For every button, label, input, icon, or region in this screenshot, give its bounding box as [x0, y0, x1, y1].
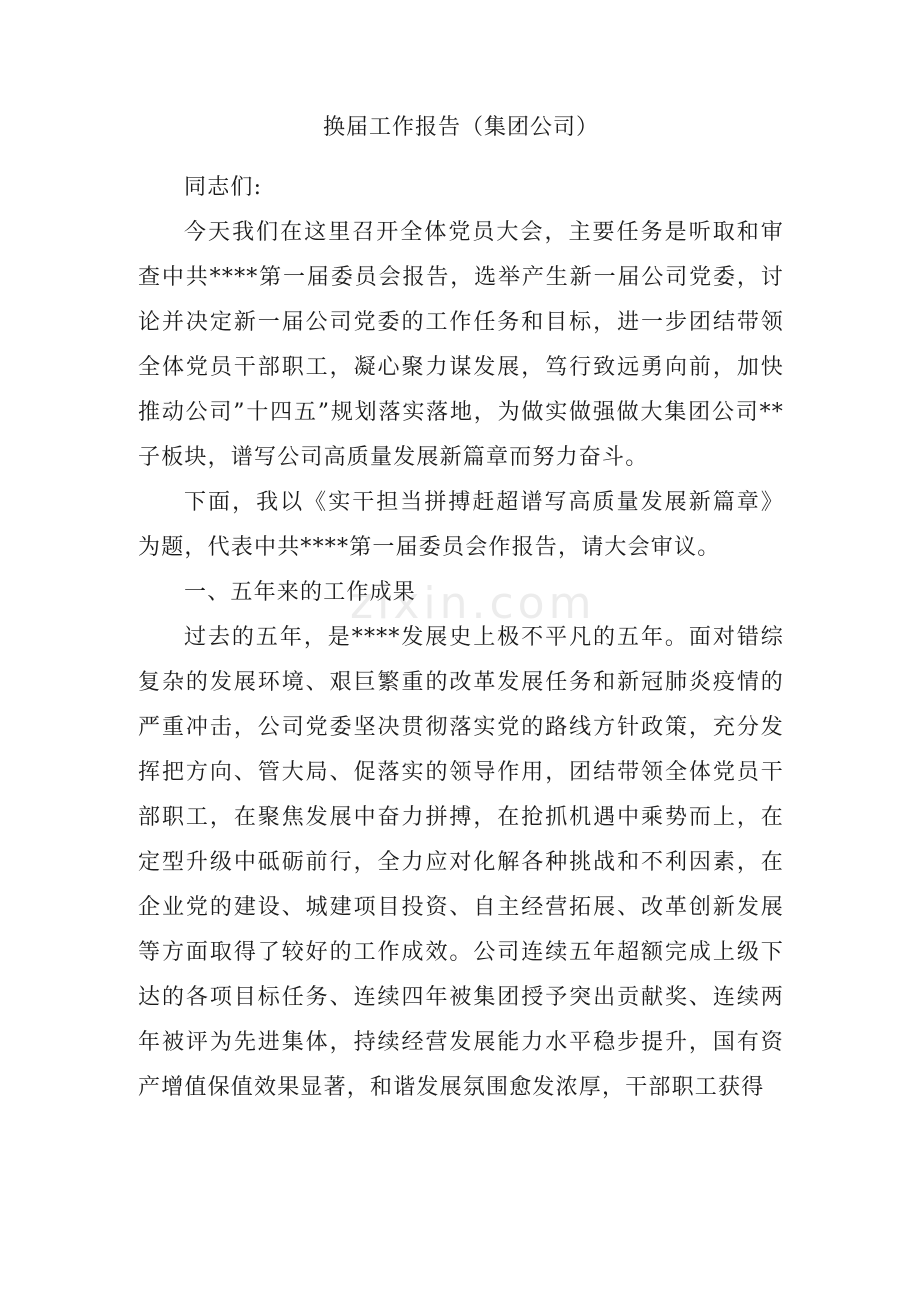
document-page — [138, 104, 784, 1110]
document-title: 换届工作报告（集团公司） — [322, 115, 599, 140]
paragraph-report-theme: 下面，我以《实干担当拼搏赶超谱写高质量发展新篇章》为题，代表中共****第一届委员会作报告，请大会审议。 — [138, 490, 784, 560]
watermark: zixin.com — [350, 578, 596, 629]
salutation: 同志们: — [184, 175, 263, 200]
paragraph-achievements: 过去的五年，是****发展史上极不平凡的五年。面对错综复杂的发展环境、艰巨繁重的改革发展任务和新冠肺炎疫情的严重冲击，公司党委坚决贯彻落实党的路线方针政策，充分发挥把方向、管大局、促落实的领导作用，团结带领全体党员干部职工，在聚焦发展中奋力拼搏，在抢抓机遇中乘势而上，在定型升级中砥砺前行，全力应对化解各种挑战和不利因素，在企业党的建设、城建项目投资、自主经营拓展、改革创新发展等方面取得了较好的工作成效。公司连续五年超额完成上级下达的各项目标任务、连续四年被集团授予突出贡献奖、连续两年被评为先进集体，持续经营发展能力水平稳步提升，国有资产增值保值效果显著，和谐发展氛围愈发浓厚，干部职工获得 — [138, 625, 784, 1100]
paragraph-opening: 今天我们在这里召开全体党员大会，主要任务是听取和审查中共****第一届委员会报告，选举产生新一届公司党委，讨论并决定新一届公司党委的工作任务和目标，进一步团结带领全体党员干部职工，凝心聚力谋发展，笃行致远勇向前，加快推动公司”十四五”规划落实落地，为做实做强做大集团公司**子板块，谱写公司高质量发展新篇章而努力奋斗。 — [138, 220, 784, 470]
section-heading: 一、五年来的工作成果 — [184, 580, 417, 605]
